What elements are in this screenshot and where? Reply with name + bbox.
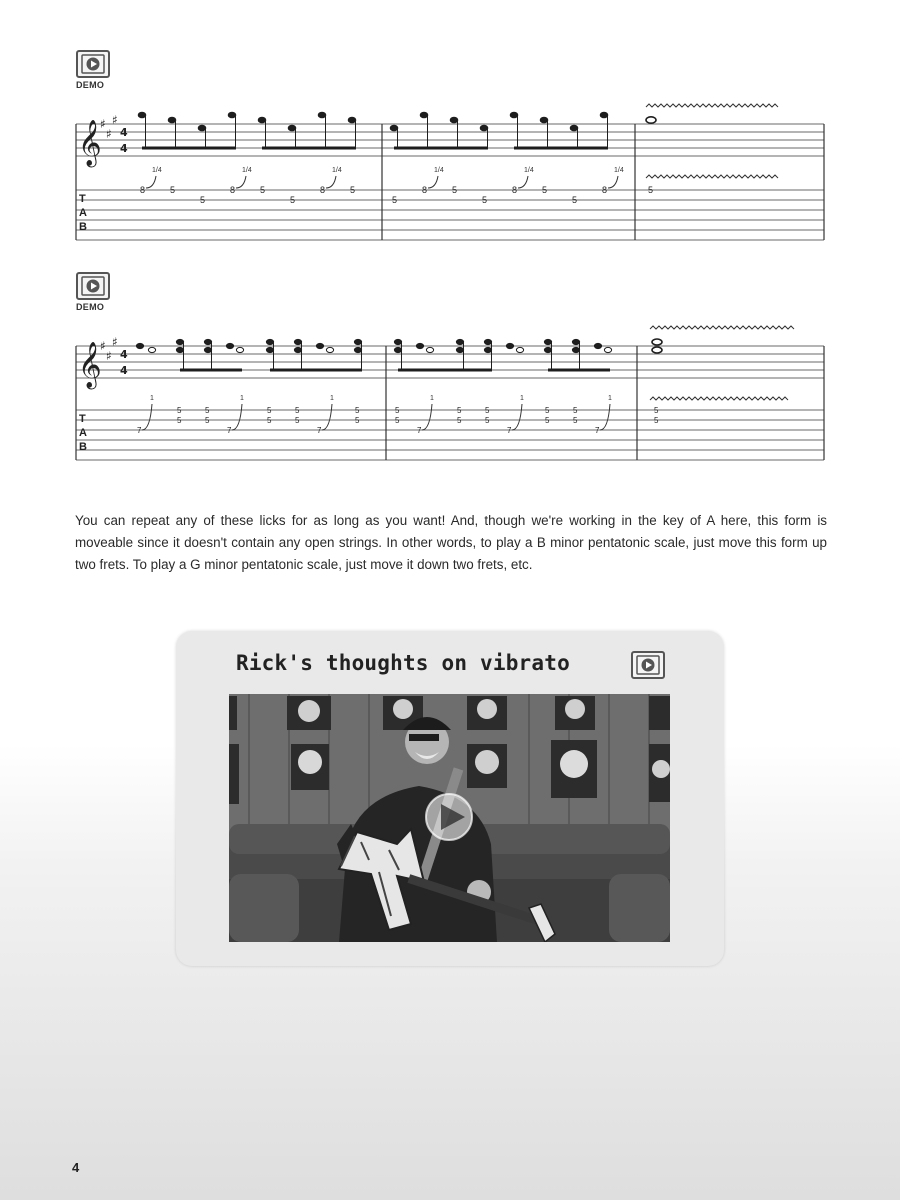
svg-text:5: 5 — [482, 195, 488, 205]
svg-text:5: 5 — [267, 406, 272, 415]
svg-text:7: 7 — [317, 426, 322, 435]
svg-text:7: 7 — [137, 426, 142, 435]
video-card — [176, 631, 724, 966]
svg-text:8: 8 — [230, 185, 236, 195]
tab-letters-1 — [79, 193, 87, 233]
svg-text:7: 7 — [507, 426, 512, 435]
music-example-2 — [74, 324, 828, 466]
treble-clef: 𝄞 — [78, 342, 102, 388]
svg-text:5: 5 — [485, 406, 490, 415]
svg-text:5: 5 — [392, 195, 398, 205]
page-number: 4 — [72, 1160, 80, 1175]
svg-text:T: T — [79, 413, 86, 425]
svg-text:1: 1 — [240, 395, 244, 402]
svg-text:♯: ♯ — [112, 113, 118, 127]
barlines-2 — [76, 346, 824, 460]
play-icon[interactable] — [631, 651, 665, 679]
svg-text:5: 5 — [545, 416, 550, 425]
video-title: Rick's thoughts on vibrato — [236, 651, 570, 675]
svg-text:5: 5 — [200, 195, 206, 205]
svg-text:5: 5 — [572, 195, 578, 205]
svg-text:5: 5 — [457, 406, 462, 415]
svg-text:5: 5 — [295, 406, 300, 415]
svg-text:5: 5 — [267, 416, 272, 425]
tab-staff-1 — [76, 190, 824, 240]
play-icon[interactable] — [76, 272, 110, 300]
svg-text:5: 5 — [654, 406, 659, 415]
svg-text:8: 8 — [422, 185, 428, 195]
svg-text:5: 5 — [452, 185, 458, 195]
body-paragraph: You can repeat any of these licks for as long as you want! And, though we're working in the key of A here, this form is moveable since it doesn't contain any open strings. In other words, to play a B minor pentatonic scale, just move this form up two frets. To play a G minor pentatonic scale, just move it down two frets, etc. — [75, 513, 827, 572]
vibrato-mark — [650, 326, 794, 329]
treble-clef: 𝄞 — [78, 120, 102, 166]
svg-text:1/4: 1/4 — [434, 167, 444, 174]
staff-2 — [76, 346, 824, 378]
tab-numbers-1 — [140, 185, 653, 205]
svg-text:1/4: 1/4 — [242, 167, 252, 174]
svg-text:5: 5 — [395, 406, 400, 415]
svg-text:8: 8 — [602, 185, 608, 195]
svg-text:5: 5 — [205, 416, 210, 425]
svg-text:1: 1 — [608, 395, 612, 402]
svg-text:4: 4 — [120, 364, 128, 377]
staff-1 — [76, 124, 824, 156]
key-signature — [100, 335, 118, 363]
time-signature: 4 — [120, 348, 128, 361]
video-thumbnail[interactable] — [229, 694, 670, 942]
tab-staff-2 — [76, 410, 824, 460]
svg-text:1: 1 — [330, 395, 334, 402]
svg-text:1: 1 — [430, 395, 434, 402]
svg-text:B: B — [79, 221, 87, 233]
svg-text:5: 5 — [290, 195, 296, 205]
svg-text:♯: ♯ — [106, 349, 112, 363]
svg-text:1/4: 1/4 — [524, 167, 534, 174]
svg-text:5: 5 — [355, 416, 360, 425]
vibrato-mark — [646, 104, 778, 107]
svg-text:5: 5 — [654, 416, 659, 425]
svg-text:A: A — [79, 207, 87, 219]
svg-text:5: 5 — [177, 406, 182, 415]
play-overlay-icon[interactable] — [426, 794, 472, 840]
svg-text:1/4: 1/4 — [614, 167, 624, 174]
time-signature: 4 — [120, 126, 128, 139]
play-icon[interactable] — [76, 50, 110, 78]
bend-arrows-2 — [142, 404, 610, 430]
svg-text:5: 5 — [395, 416, 400, 425]
svg-text:1/4: 1/4 — [332, 167, 342, 174]
svg-text:5: 5 — [355, 406, 360, 415]
svg-text:5: 5 — [457, 416, 462, 425]
bend-labels-2 — [150, 395, 612, 402]
svg-text:8: 8 — [320, 185, 326, 195]
svg-text:5: 5 — [295, 416, 300, 425]
svg-text:5: 5 — [205, 406, 210, 415]
svg-text:5: 5 — [545, 406, 550, 415]
svg-text:8: 8 — [140, 185, 146, 195]
music-example-1 — [74, 102, 828, 244]
svg-text:♯: ♯ — [100, 339, 106, 353]
svg-text:1: 1 — [520, 395, 524, 402]
key-signature — [100, 113, 118, 141]
svg-text:5: 5 — [648, 185, 654, 195]
svg-text:A: A — [79, 427, 87, 439]
svg-text:7: 7 — [595, 426, 600, 435]
svg-text:5: 5 — [542, 185, 548, 195]
svg-text:1/4: 1/4 — [152, 167, 162, 174]
svg-text:5: 5 — [350, 185, 356, 195]
svg-text:T: T — [79, 193, 86, 205]
svg-text:B: B — [79, 441, 87, 453]
barlines-1 — [76, 124, 824, 240]
bend-labels-1 — [152, 167, 624, 174]
svg-text:5: 5 — [485, 416, 490, 425]
demo-label: DEMO — [76, 302, 105, 312]
tab-letters-2 — [79, 413, 87, 453]
svg-text:1: 1 — [150, 395, 154, 402]
svg-text:5: 5 — [170, 185, 176, 195]
svg-text:♯: ♯ — [100, 117, 106, 131]
svg-text:7: 7 — [417, 426, 422, 435]
demo-label: DEMO — [76, 80, 105, 90]
svg-text:5: 5 — [260, 185, 266, 195]
notes-1 — [138, 112, 656, 148]
svg-text:7: 7 — [227, 426, 232, 435]
svg-text:5: 5 — [573, 406, 578, 415]
svg-text:4: 4 — [120, 142, 128, 155]
svg-text:8: 8 — [512, 185, 518, 195]
svg-text:5: 5 — [177, 416, 182, 425]
svg-text:5: 5 — [573, 416, 578, 425]
svg-text:♯: ♯ — [106, 127, 112, 141]
svg-text:♯: ♯ — [112, 335, 118, 349]
